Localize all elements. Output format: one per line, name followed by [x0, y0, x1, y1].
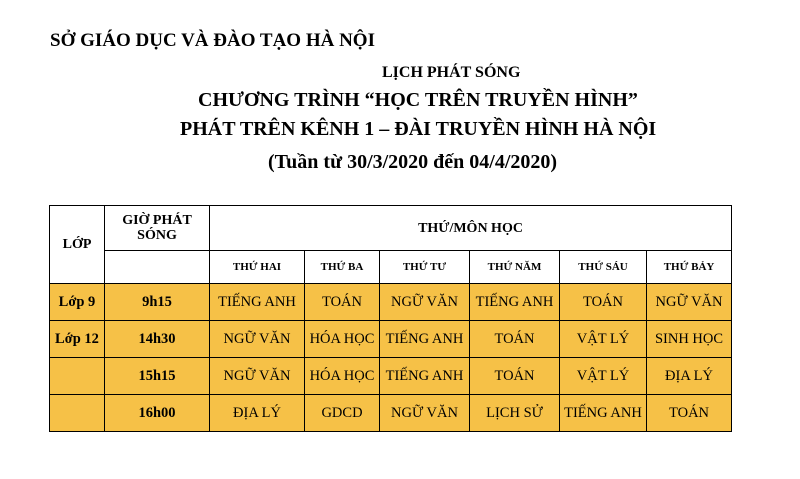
- subject-cell: VẬT LÝ: [560, 358, 647, 395]
- subject-cell: HÓA HỌC: [305, 358, 380, 395]
- header-grade: LỚP: [50, 206, 105, 284]
- day-header: THỨ TƯ: [380, 251, 470, 284]
- header-subject: THỨ/MÔN HỌC: [210, 206, 732, 251]
- header-time-blank: [105, 251, 210, 284]
- subject-cell: NGỮ VĂN: [380, 284, 470, 321]
- subject-cell: TIẾNG ANH: [470, 284, 560, 321]
- subject-cell: TOÁN: [305, 284, 380, 321]
- subject-cell: ĐỊA LÝ: [210, 395, 305, 432]
- grade-cell: Lớp 12: [50, 321, 105, 358]
- subject-cell: TOÁN: [470, 321, 560, 358]
- subject-cell: TIẾNG ANH: [210, 284, 305, 321]
- subject-cell: NGỮ VĂN: [210, 321, 305, 358]
- grade-cell: [50, 358, 105, 395]
- department-title: SỞ GIÁO DỤC VÀ ĐÀO TẠO HÀ NỘI: [50, 30, 375, 51]
- time-cell: 16h00: [105, 395, 210, 432]
- time-cell: 15h15: [105, 358, 210, 395]
- grade-cell: [50, 395, 105, 432]
- day-header: THỨ BA: [305, 251, 380, 284]
- table-row: [50, 284, 732, 321]
- subject-cell: NGỮ VĂN: [380, 395, 470, 432]
- table-row: [50, 395, 732, 432]
- schedule-table: [49, 205, 732, 432]
- header-time: GIỜ PHÁT SÓNG: [105, 206, 210, 251]
- subject-cell: NGỮ VĂN: [647, 284, 732, 321]
- subject-cell: VẬT LÝ: [560, 321, 647, 358]
- subject-cell: NGỮ VĂN: [210, 358, 305, 395]
- program-title: CHƯƠNG TRÌNH “HỌC TRÊN TRUYỀN HÌNH”: [198, 89, 638, 111]
- subject-cell: TOÁN: [647, 395, 732, 432]
- table-row: [50, 321, 732, 358]
- subject-cell: LỊCH SỬ: [470, 395, 560, 432]
- subject-cell: ĐỊA LÝ: [647, 358, 732, 395]
- subject-cell: TOÁN: [560, 284, 647, 321]
- day-header: THỨ HAI: [210, 251, 305, 284]
- week-range: (Tuần từ 30/3/2020 đến 04/4/2020): [268, 151, 558, 173]
- subject-cell: HÓA HỌC: [305, 321, 380, 358]
- day-header: THỨ SÁU: [560, 251, 647, 284]
- day-header: THỨ NĂM: [470, 251, 560, 284]
- grade-cell: Lớp 9: [50, 284, 105, 321]
- schedule-label: LỊCH PHÁT SÓNG: [382, 64, 521, 81]
- channel-title: PHÁT TRÊN KÊNH 1 – ĐÀI TRUYỀN HÌNH HÀ NỘI: [180, 118, 657, 140]
- subject-cell: TIẾNG ANH: [380, 358, 470, 395]
- table-row: [50, 358, 732, 395]
- time-cell: 14h30: [105, 321, 210, 358]
- day-header: THỨ BẢY: [647, 251, 732, 284]
- subject-cell: TIẾNG ANH: [560, 395, 647, 432]
- time-cell: 9h15: [105, 284, 210, 321]
- subject-cell: TIẾNG ANH: [380, 321, 470, 358]
- subject-cell: TOÁN: [470, 358, 560, 395]
- subject-cell: GDCD: [305, 395, 380, 432]
- subject-cell: SINH HỌC: [647, 321, 732, 358]
